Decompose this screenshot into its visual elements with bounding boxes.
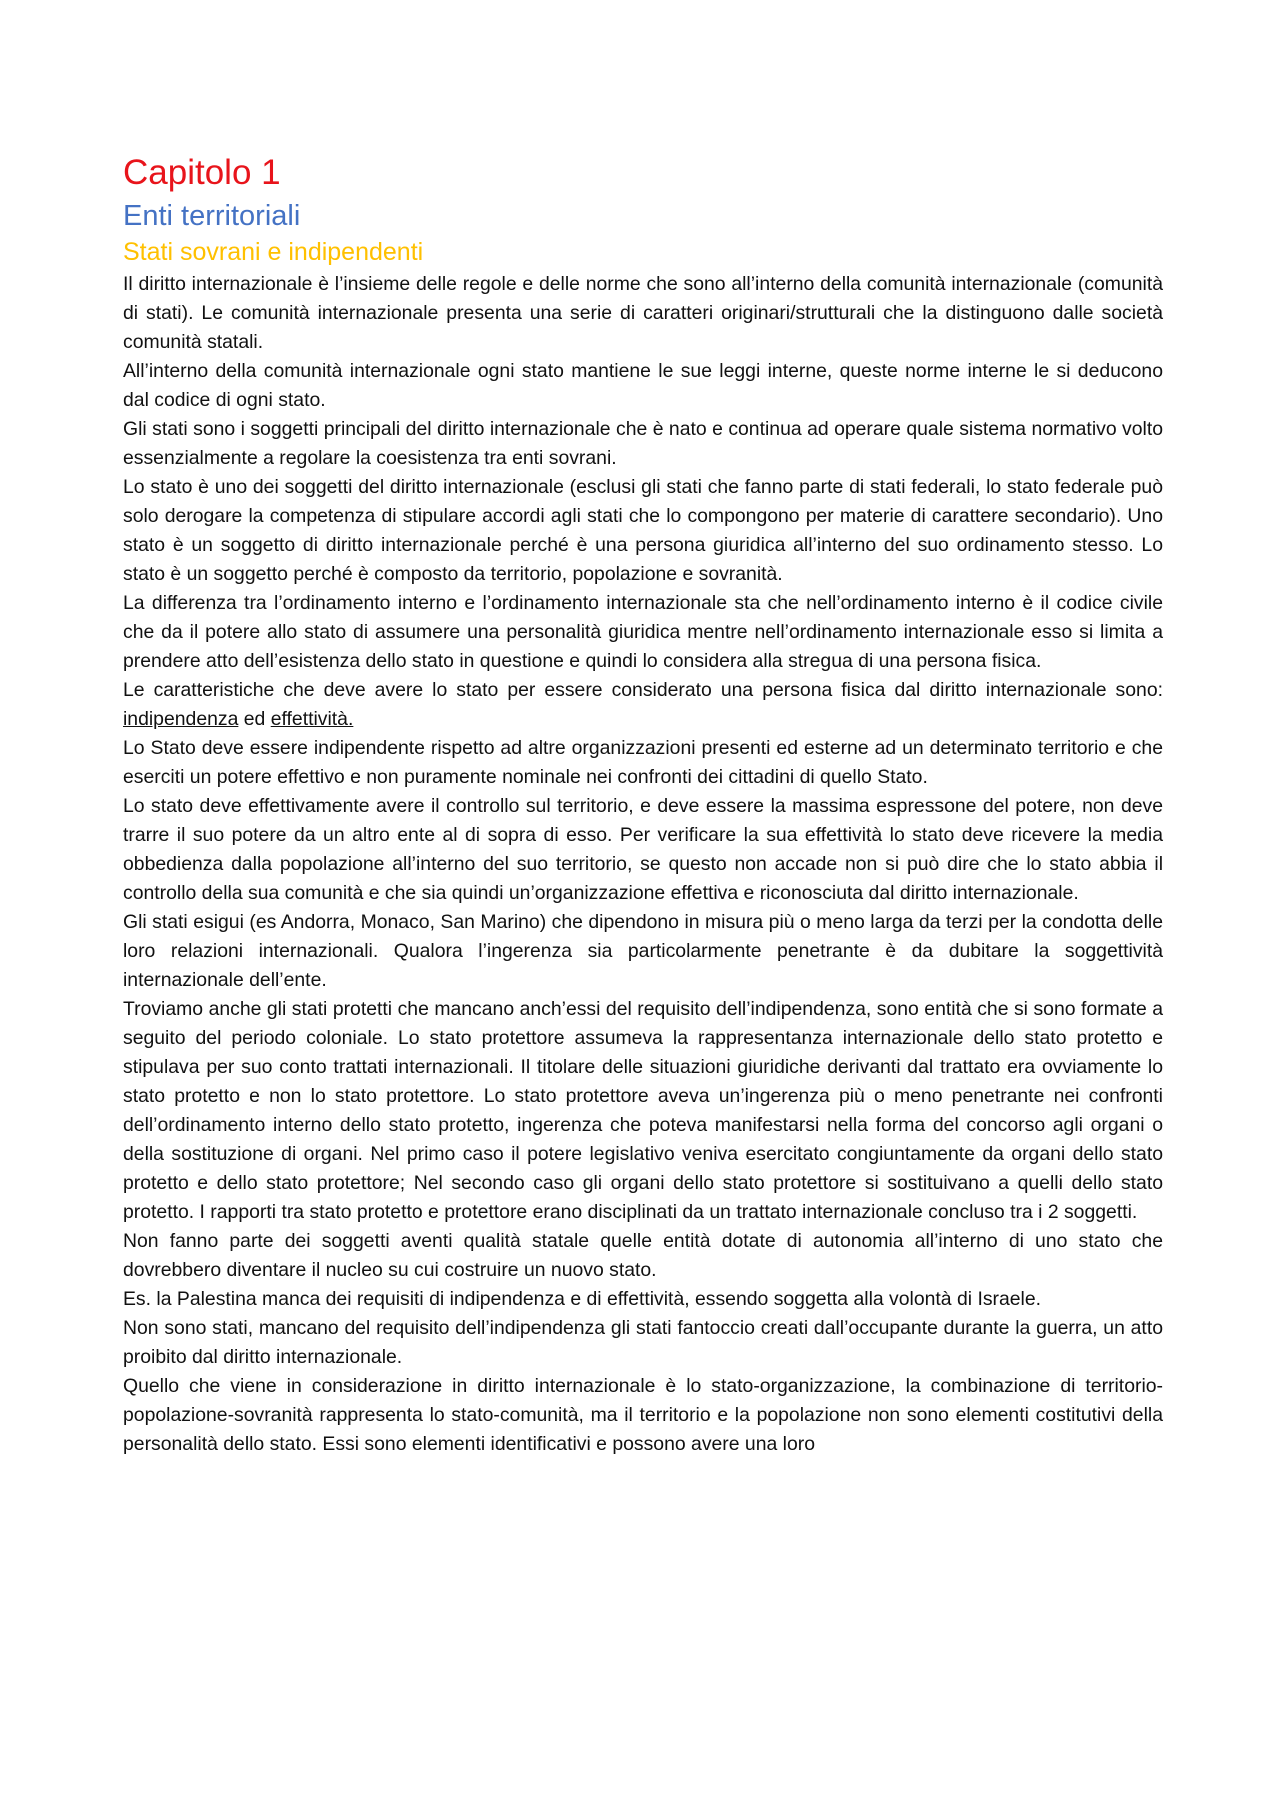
- paragraph-main-subjects: Gli stati sono i soggetti principali del diritto internazionale che è nato e continua ad operare quale sistema normativo volto essenzialmente a regolare la coesistenza tra enti sovrani.: [123, 418, 1163, 469]
- paragraph-characteristics: [123, 676, 1163, 734]
- term-indipendenza: indipendenza: [123, 708, 239, 730]
- paragraph-puppet-states: Non sono stati, mancano del requisito dell’indipendenza gli stati fantoccio creati dall’occupante durante la guerra, un atto proibito dal diritto internazionale.: [123, 1317, 1163, 1368]
- characteristics-text: Le caratteristiche che deve avere lo stato per essere considerato una persona fisica dal diritto internazionale sono:: [123, 679, 1163, 701]
- paragraph-palestine-example: Es. la Palestina manca dei requisiti di indipendenza e di effettività, essendo soggetta alla volontà di Israele.: [123, 1288, 1042, 1310]
- paragraph-effectiveness: Lo stato deve effettivamente avere il controllo sul territorio, e deve essere la massima espressone del potere, non deve trarre il suo potere da un altro ente al di sopra di esso. Per verificare la sua effettività lo stato deve ricevere la media obbedienza dalla popolazione all’interno del suo territorio, se questo non accade non si può dire che lo stato abbia il controllo della sua comunità e che sia quindi un’organizzazione effettiva e riconosciuta dal diritto internazionale.: [123, 795, 1163, 904]
- section-heading: Enti territoriali: [123, 200, 301, 232]
- term-effettivita: effettività.: [270, 708, 354, 730]
- subsection-heading: Stati sovrani e indipendenti: [123, 238, 424, 266]
- paragraph-autonomous-entities: Non fanno parte dei soggetti aventi qualità statale quelle entità dotate di autonomia all’interno di uno stato che dovrebbero diventare il nucleo su cui costruire un nuovo stato.: [123, 1230, 1163, 1281]
- paragraph-order-difference: La differenza tra l’ordinamento interno e l’ordinamento internazionale sta che nell’ordinamento interno è il codice civile che da il potere allo stato di assumere una personalità giuridica mentre nell’ordinamento internazionale esso si limita a prendere atto dell’esistenza dello stato in questione e quindi lo considera alla stregua di una persona fisica.: [123, 592, 1163, 672]
- paragraph-protected-states: Troviamo anche gli stati protetti che mancano anch’essi del requisito dell’indipendenza, sono entità che si sono formate a seguito del periodo coloniale. Lo stato protettore assumeva la rappresentanza internazionale dello stato protetto e stipulava per suo conto trattati internazionali. Il titolare delle situazioni giuridiche derivanti dal trattato era ovviamente lo stato protetto e non lo stato protettore. Lo stato protettore aveva un’ingerenza più o meno penetrante nei confronti dell’ordinamento interno dello stato protetto, ingerenza che poteva manifestarsi nella forma del concorso agli organi o della sostituzione di organi. Nel primo caso il potere legislativo veniva esercitato congiuntamente da organi dello stato protetto e dello stato protettore; Nel secondo caso gli organi dello stato protettore si sostituivano a quelli dello stato protetto. I rapporti tra stato protetto e protettore erano disciplinati da un trattato internazionale concluso tra i 2 soggetti.: [123, 998, 1163, 1223]
- paragraph-state-organization: Quello che viene in considerazione in diritto internazionale è lo stato-organizzazione, la combinazione di territorio-popolazione-sovranità rappresenta lo stato-comunità, ma il territorio e la popolazione non sono elementi costitutivi della personalità dello stato. Essi sono elementi identificativi e possono avere una loro: [123, 1375, 1163, 1455]
- paragraph-internal-laws: All’interno della comunità internazionale ogni stato mantiene le sue leggi interne, queste norme interne le si deducono dal codice di ogni stato.: [123, 360, 1163, 411]
- chapter-heading: Capitolo 1: [123, 153, 281, 192]
- document-page: [123, 150, 1163, 1459]
- paragraph-small-states: Gli stati esigui (es Andorra, Monaco, San Marino) che dipendono in misura più o meno larga da terzi per la condotta delle loro relazioni internazionali. Qualora l’ingerenza sia particolarmente penetrante è da dubitare la soggettività internazionale dell’ente.: [123, 911, 1163, 991]
- paragraph-independence: Lo Stato deve essere indipendente rispetto ad altre organizzazioni presenti ed esterne ad un determinato territorio e che eserciti un potere effettivo e non puramente nominale nei confronti dei cittadini di quello Stato.: [123, 737, 1163, 788]
- paragraph-definition: Il diritto internazionale è l’insieme delle regole e delle norme che sono all’interno della comunità internazionale (comunità di stati). Le comunità internazionale presenta una serie di caratteri originari/strutturali che la distinguono dalle società comunità statali.: [123, 273, 1163, 353]
- characteristics-conjunction: ed: [238, 708, 271, 730]
- paragraph-state-subject: Lo stato è uno dei soggetti del diritto internazionale (esclusi gli stati che fanno parte di stati federali, lo stato federale può solo derogare la competenza di stipulare accordi agli stati che lo compongono per materie di carattere secondario). Uno stato è un soggetto di diritto internazionale perché è una persona giuridica all’interno del suo ordinamento stesso. Lo stato è un soggetto perché è composto da territorio, popolazione e sovranità.: [123, 476, 1163, 585]
